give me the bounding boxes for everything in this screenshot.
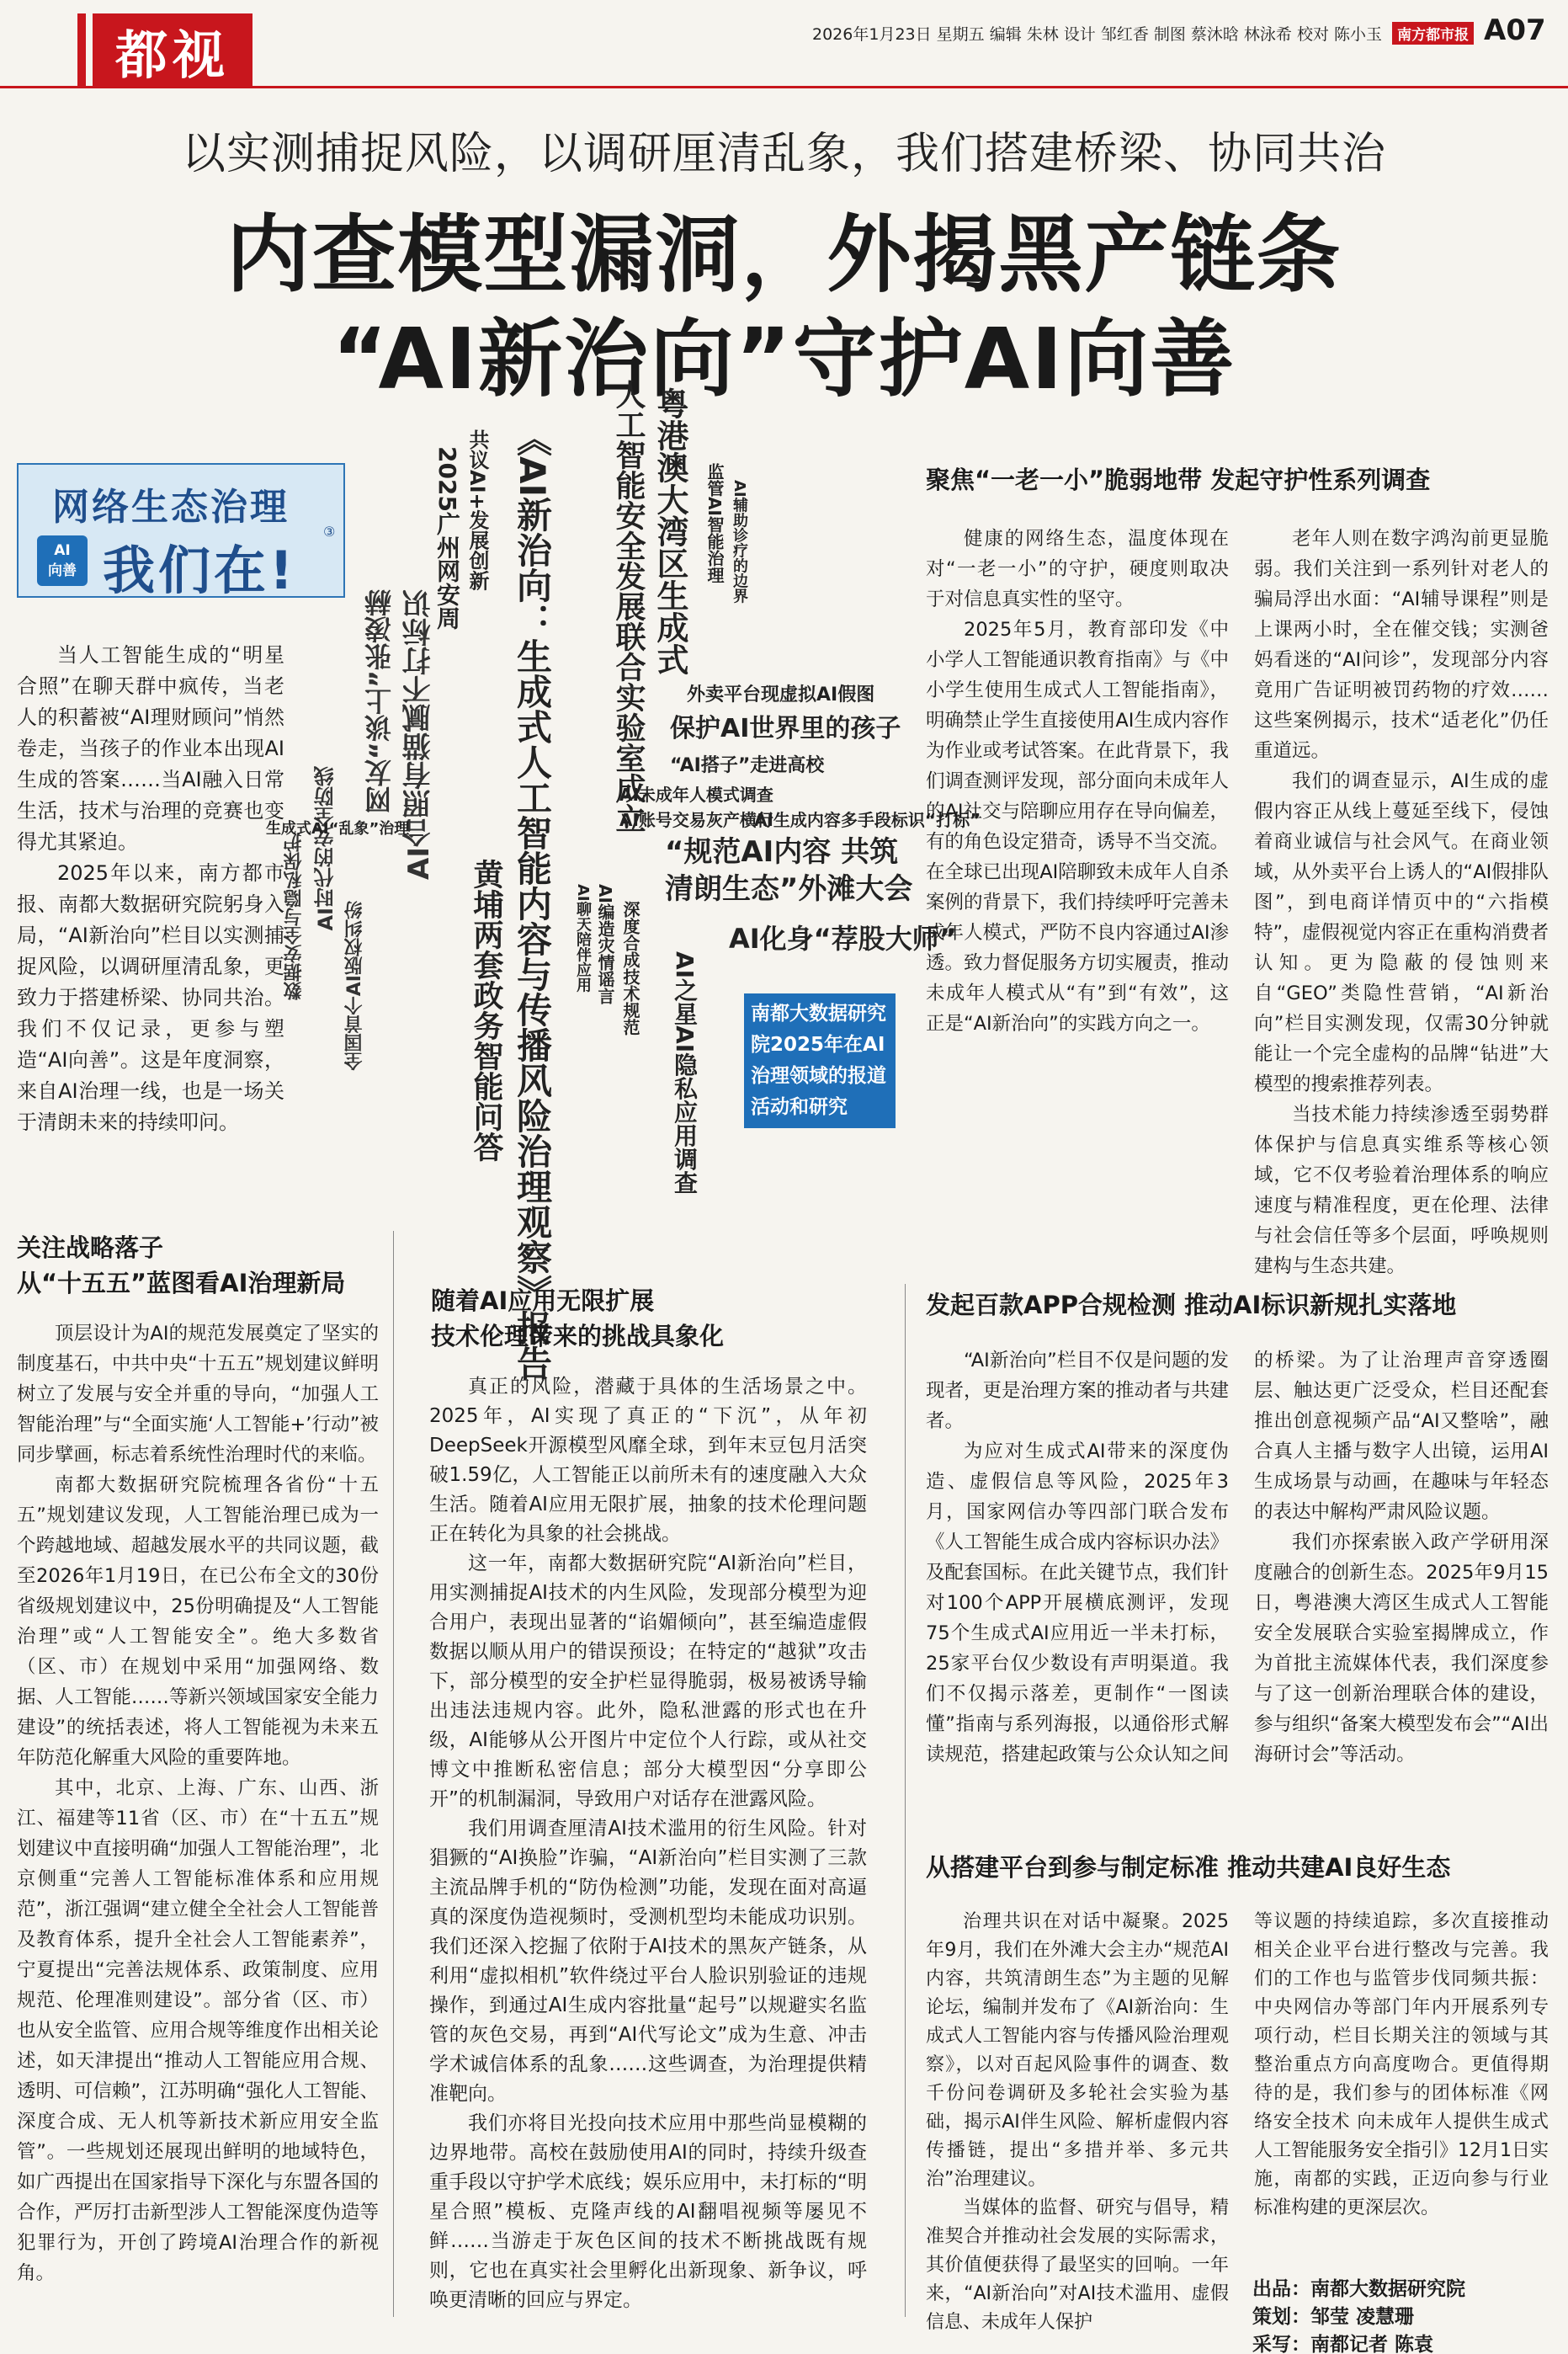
cloud-word: 保护AI世界里的孩子 bbox=[670, 714, 901, 743]
section-4-paragraph: “AI新治向”栏目不仅是问题的发现者，更是治理方案的推动者与共建者。 bbox=[926, 1350, 1230, 1432]
section-5-column-a bbox=[926, 1908, 1229, 2337]
section-label: 都视 bbox=[93, 13, 252, 88]
section-1-paragraph: 南都大数据研究院梳理各省份“十五五”规划建议发现，人工智能治理已成为一个跨越地域、超越发展水平的共同议题，截至2026年1月19日，在已公布全文的30份省级规划建议中，25份明确提及“人工智能治理”或“人工智能安全”。绝大多数省（区、市）在规划中采用“加强网络、数据、人工智能……等新兴领域国家安全能力建设”的统括表述，将人工智能视为未来五年防范化解重大风险的重要阵地。 bbox=[17, 1474, 379, 1769]
badge-slogan: 我们在! bbox=[103, 540, 297, 601]
section-3-paragraph: 老年人则在数字鸿沟前更显脆弱。我们关注到一系列针对老人的骗局浮出水面：“AI辅导课程”则是上课两小时，全在催交钱；实测爸妈看迷的“AI问诊”，发现部分内容竟用广告证明被罚药物的疗效……这些案例揭示，技术“适老化”仍任重道远。 bbox=[1254, 528, 1549, 762]
badge-series-number: ③ bbox=[323, 524, 336, 540]
section-5-title: 从搭建平台到参与制定标准 推动共建AI良好生态 bbox=[926, 1853, 1451, 1882]
section-3-paragraph: 健康的网络生态，温度体现在对“一老一小”的守护，硬度则取决于对信息真实性的坚守。 bbox=[926, 528, 1229, 610]
newspaper-brand: 南方都市报 bbox=[1392, 22, 1474, 45]
cloud-word: “规范AI内容 共筑清朗生态”外滩大会 bbox=[665, 835, 913, 906]
section-3-paragraph: 2025年5月，教育部印发《中小学人工智能通识教育指南》与《中小学生使用生成式人工智能指南》，明确禁止学生直接使用AI生成内容作为作业或考试答案。在此背景下，我们调查测评发现，部分面向未成年人的AI社交与陪聊应用存在导向偏差，有的角色设定猎奇，诱导不当交流。在全球已出现AI陪聊致未成年人自杀案例的背景下，我们持续呼吁完善未成年人模式，严防不良内容通过AI渗透。致力督促服务方切实履责，推动未成年人模式从“有”到“有效”，这正是“AI新治向”的实践方向之一。 bbox=[926, 619, 1230, 1035]
cloud-word: 监管AI智能治理 bbox=[704, 463, 725, 583]
issue-info-text: 2026年1月23日 星期五 编辑 朱林 设计 邹红香 制图 蔡沐晗 林泳希 校对 陈小玉 bbox=[812, 25, 1383, 44]
section-1-paragraph: 顶层设计为AI的规范发展奠定了坚实的制度基石，中共中央“十五五”规划建议鲜明树立了发展与安全并重的导向，“加强人工智能治理”与“全面实施‘人工智能+’行动”被同步擘画，标志着系统性治理时代的来临。 bbox=[17, 1323, 379, 1466]
section-4-paragraph: 的桥梁。为了让治理声音穿透圈层、触达更广泛受众，栏目还配套推出创意视频产品“AI又整啥”，融合真人主播与数字人出镜，运用AI生成场景与动画，在趣味与年轻态的表达中解构严肃风险议题。 bbox=[1254, 1350, 1549, 1523]
cloud-word: 共议AI+发展创新 bbox=[465, 429, 489, 591]
section-1-title-2: 从“十五五”蓝图看AI治理新局 bbox=[17, 1269, 346, 1297]
issue-info bbox=[812, 22, 1479, 45]
badge-title: 网络生态治理 bbox=[52, 486, 290, 529]
cloud-word: 人工智能安全发展联合实验室成立 bbox=[611, 379, 646, 833]
cloud-word: 网友“谈上”张凌赫 bbox=[364, 589, 396, 814]
cloud-word: AI之星AI隐私应用调查 bbox=[671, 951, 699, 1195]
cloud-word: AI聊天陪伴应用 bbox=[574, 884, 592, 993]
cloud-word: 生成式AI“乱象”治理 bbox=[266, 820, 410, 838]
cloud-word: 《AI新治向：生成式人工智能内容与传播风险治理观察》报告 bbox=[512, 421, 553, 1382]
section-2-paragraph: 我们用调查厘清AI技术滥用的衍生风险。针对猖獗的“AI换脸”诈骗，“AI新治向”栏目实测了三款主流品牌手机的“防伪检测”功能，发现在面对高逼真的深度伪造视频时，受测机型均未能成功识别。我们还深入挖掘了依附于AI技术的黑灰产链条，从利用“虚拟相机”软件绕过平台人脸识别验证的违规操作，到通过AI生成内容批量“起号”以规避实名监管的灰色交易，再到“AI代写论文”成为生意、冲击学术诚信体系的乱象……这些调查，为治理提供精准靶向。 bbox=[429, 1818, 867, 2105]
page-number: A07 bbox=[1484, 13, 1546, 47]
intro-paragraph: 2025年以来，南方都市报、南都大数据研究院躬身入局，“AI新治向”栏目以实测捕捉风险，以调研厘清乱象，更致力于搭建桥梁、协同共治。我们不仅记录，更参与塑造“AI向善”。这是年度洞察，来自AI治理一线，也是一场关于清朗未来的持续叩问。 bbox=[17, 861, 284, 1134]
badge-ai-text: AI bbox=[54, 542, 71, 559]
cloud-word: AI未成年人模式调查 bbox=[619, 785, 773, 805]
cloud-word: 外卖平台现虚拟AI假图 bbox=[687, 684, 875, 706]
kicker-headline: 以实测捕捉风险，以调研厘清乱象，我们搭建桥梁、协同共治 bbox=[181, 129, 1386, 179]
cloud-word: AI合照有猫腻不打标识 bbox=[402, 589, 436, 880]
section-4-title: 发起百款APP合规检测 推动AI标识新规扎实落地 bbox=[926, 1291, 1457, 1319]
section-1-title-1: 关注战略落子 bbox=[17, 1233, 164, 1262]
section-2-paragraph: 我们亦将目光投向技术应用中那些尚显模糊的边界地带。高校在鼓励使用AI的同时，持续升级查重手段以守护学术底线；娱乐应用中，未打标的“明星合照”模板、克隆声线的AI翻唱视频等屡见不鲜……当游走于灰色区间的技术不断挑战既有规则，它也在真实社会里孵化出新现象、新争议，呼唤更清晰的回应与界定。 bbox=[429, 2112, 867, 2311]
cloud-word: AI化身“荐股大师” bbox=[729, 923, 957, 955]
section-2-column bbox=[429, 1372, 867, 2315]
section-5-paragraph: 当媒体的监督、研究与倡导，精准契合并推动社会发展的实际需求，其价值便获得了最坚实的回响。一年来，“AI新治向”对AI技术滥用、虚假信息、未成年人保护 bbox=[926, 2197, 1229, 2333]
masthead bbox=[0, 0, 1568, 93]
cloud-word: AI账号交易灰产横行 bbox=[619, 810, 773, 830]
section-3-paragraph: 我们的调查显示，AI生成的虚假内容正从线上蔓延至线下，侵蚀着商业诚信与社会风气。在商业领域，从外卖平台上诱人的“AI假排队图”，到电商详情页中的“六指模特”，虚假视觉内容正在重构消费者认知。更为隐蔽的侵蚀则来自“GEO”类隐性营销，“AI新治向”栏目实测发现，仅需30分钟就能让一个完全虚构的品牌“钻进”大模型的搜索推荐列表。 bbox=[1254, 770, 1549, 1095]
section-2-title-2: 技术伦理带来的挑战具象化 bbox=[431, 1322, 725, 1350]
cloud-word: 2025广州网安周 bbox=[433, 446, 461, 630]
section-1-paragraph: 其中，北京、上海、广东、山西、浙江、福建等11省（区、市）在“十五五”规划建议中直接明确“加强人工智能治理”，北京侧重“完善人工智能标准体系和应用规范”，浙江强调“建立健全全社会人工智能普及教育体系，提升全社会人工智能素养”，宁夏提出“完善法规体系、政策制度、应用规范、伦理准则建设”。部分省（区、市）也从安全监管、应用合规等维度作出相关论述，如天津提出“推动人工智能应用合规、透明、可信赖”，江苏明确“强化人工智能、深度合成、无人机等新技术新应用安全监管”。一些规划还展现出鲜明的地域特色，如广西提出在国家指导下深化与东盟各国的合作，严厉打击新型涉人工智能深度伪造等犯罪行为，开创了跨境AI治理合作的新视角。 bbox=[17, 1777, 379, 2284]
masthead-rule bbox=[0, 86, 1568, 88]
section-4-paragraph: 为应对生成式AI带来的深度伪造、虚假信息等风险，2025年3月，国家网信办等四部门联合发布《人工智能生成合成内容标识办法》及配套国标。在此关键节点，我们针对100个APP开展横底测评，发现75个生成式AI应用近一半未打标，25家平台仅少数设有声明渠道。我们不仅揭示落差，更制作“一图读懂”指南与系列海报，以通俗形式解读规范，搭建起政策与公众认知之间 bbox=[926, 1441, 1230, 1766]
section-2-title-1: 随着AI应用无限扩展 bbox=[431, 1286, 655, 1315]
cloud-word: AI时代的安全防线 bbox=[314, 766, 338, 931]
column-divider bbox=[905, 1284, 906, 2317]
cloud-word: 黄埔两套政务智能问答 bbox=[469, 859, 503, 1162]
section-3-paragraph: 当技术能力持续渗透至弱势群体保护与信息真实维系等核心领域，它不仅考验着治理体系的响应速度与精准程度，更在伦理、法律与社会信任等多个层面，呼唤规则建构与生态共建。 bbox=[1254, 1104, 1549, 1277]
section-3-title: 聚焦“一老一小”脆弱地带 发起守护性系列调查 bbox=[926, 466, 1431, 494]
section-4-column-a bbox=[926, 1345, 1229, 1770]
section-5-paragraph: 治理共识在对话中凝聚。2025年9月，我们在外滩大会主办“规范AI内容，共筑清朗生态”为主题的见解论坛，编制并发布了《AI新治向：生成式人工智能内容与传播风险治理观察》，以对百起风险事件的调查、数千份问卷调研及多轮社会实验为基础，揭示AI伴生风险、解析虚假内容传播链，提出“多措并举、多元共治”治理建议。 bbox=[926, 1911, 1229, 2190]
section-1-column bbox=[17, 1318, 379, 2288]
cloud-word: AI辅助诊疗的边界 bbox=[731, 480, 748, 604]
section-4-column-b bbox=[1254, 1345, 1549, 1770]
cloud-word: AI编造灾情谣言 bbox=[595, 884, 615, 1004]
cloud-word: AI生成内容多手段标识“打标” bbox=[754, 810, 981, 830]
column-divider bbox=[393, 1231, 394, 2317]
section-5-paragraph: 等议题的持续追踪，多次直接推动相关企业平台进行整改与完善。我们的工作也与监管步伐同频共振：中央网信办等部门年内开展系列专项行动，栏目长期关注的领域与其整治重点方向高度吻合。更值得期待的是，我们参与的团体标准《网络安全技术 向未成年人提供生成式人工智能服务安全指引》12月1日实施，南都的实践，正迈向参与行业标准构建的更深层次。 bbox=[1254, 1911, 1549, 2218]
credit-reporter: 采写：南都记者 陈袁 bbox=[1252, 2334, 1434, 2354]
section-5-column-b bbox=[1254, 1908, 1549, 2223]
intro-paragraph: 当人工智能生成的“明星合照”在聊天群中疯传，当老人的积蓄被“AI理财顾问”悄然卷走，当孩子的作业本出现AI生成的答案……当AI融入日常生活，技术与治理的竞赛也变得尤其紧迫。 bbox=[17, 643, 284, 854]
section-2-paragraph: 真正的风险，潜藏于具体的生活场景之中。2025年，AI实现了真正的“下沉”，从年初DeepSeek开源模型风靡全球，到年末豆包月活突破1.59亿，人工智能正以前所未有的速度融入大众生活。随着AI应用无限扩展，抽象的技术伦理问题正在转化为具象的社会挑战。 bbox=[429, 1376, 867, 1545]
badge-ai-subtext: 向善 bbox=[48, 562, 77, 579]
cloud-word: 深度合成技术规范 bbox=[620, 901, 640, 1036]
cloud-word: 数据安全与隐私保护 bbox=[284, 833, 305, 1000]
credit-planner: 策划：邹莹 凌慧珊 bbox=[1252, 2306, 1415, 2328]
credit-producer: 出品：南都大数据研究院 bbox=[1252, 2278, 1465, 2300]
main-headline-2: “AI新治向”守护AI向善 bbox=[332, 310, 1236, 408]
section-3-column-b bbox=[1254, 524, 1549, 1281]
section-4-paragraph: 我们亦探索嵌入政产学研用深度融合的创新生态。2025年9月15日，粤港澳大湾区生成式人工智能安全发展联合实验室揭牌成立，作为首批主流媒体代表，我们深度参与了这一创新治理联合体的建设，参与组织“备案大模型发布会”“AI出海研讨会”等活动。 bbox=[1254, 1531, 1549, 1766]
intro-column bbox=[17, 640, 284, 1138]
word-cloud-caption: 南都大数据研究院2025年在AI治理领域的报道活动和研究 bbox=[744, 993, 896, 1128]
cloud-word: 全国首个AI版权纠纷 bbox=[344, 901, 365, 1071]
section-3-column-a bbox=[926, 524, 1229, 1039]
main-headline-1: 内查模型漏洞，外揭黑产链条 bbox=[226, 205, 1342, 304]
badge-ai-logo bbox=[37, 535, 88, 586]
section-2-paragraph: 这一年，南都大数据研究院“AI新治向”栏目，用实测捕捉AI技术的内生风险，发现部分模型为迎合用户，表现出显著的“谄媚倾向”，甚至编造虚假数据以顺从用户的错误预设；在特定的“越狱”攻击下，部分模型的安全护栏显得脆弱，极易被诱导输出违法违规内容。此外，隐私泄露的形式也在升级，AI能够从公开图片中定位个人行踪，或从社交博文中推断私密信息；部分大模型因“分享即公开”的机制漏洞，导致用户对话存在泄露风险。 bbox=[429, 1552, 867, 1810]
cloud-word: “AI搭子”走进高校 bbox=[670, 755, 825, 776]
credits bbox=[1252, 2276, 1465, 2354]
cloud-word: 粤港澳大湾区生成式 bbox=[651, 387, 688, 675]
